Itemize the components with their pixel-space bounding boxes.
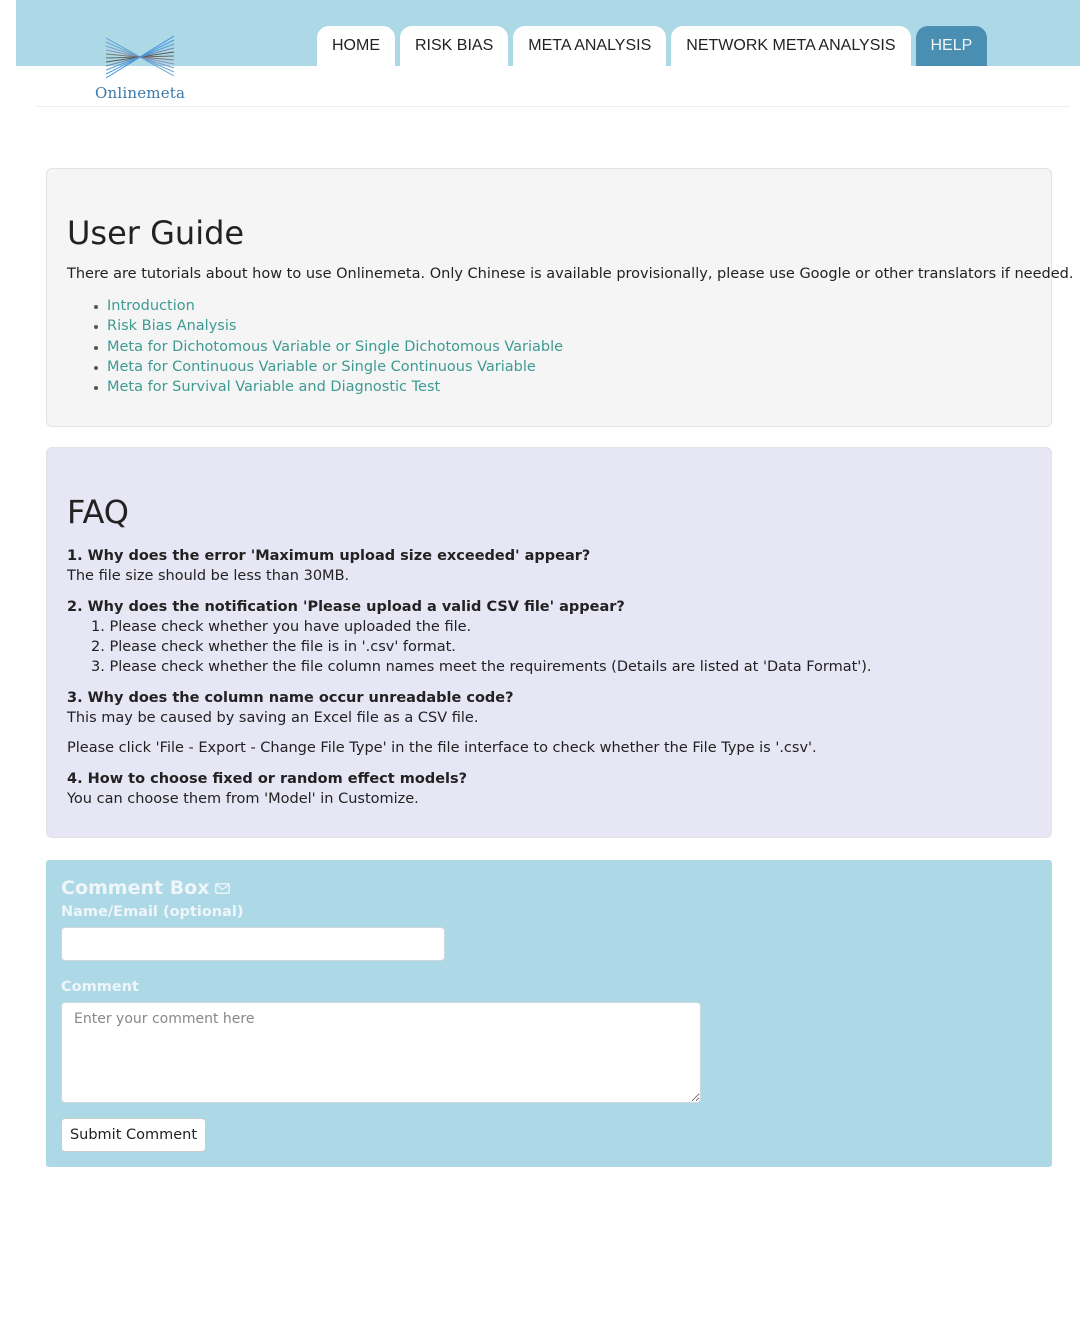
logo-icon [104,32,180,80]
link-survival-diagnostic[interactable]: Meta for Survival Variable and Diagnostic Test [107,377,563,397]
tab-home[interactable]: HOME [317,26,395,66]
user-guide-panel [46,168,1074,427]
faq-answer: Please click 'File - Export - Change File Type' in the file interface to check whether the File Type is '.csv'. [67,740,817,757]
faq-answer-item: 1. Please check whether you have uploaded the file. [91,618,472,635]
tab-help[interactable]: HELP [916,26,988,66]
comment-box-title [61,877,230,899]
link-risk-bias-analysis[interactable]: Risk Bias Analysis [107,316,563,336]
faq-answer: You can choose them from 'Model' in Customize. [67,790,419,807]
faq-answer-list [67,617,1027,678]
main-nav [317,26,992,66]
faq-question: 4. How to choose fixed or random effect models? [67,770,468,787]
link-continuous-variable[interactable]: Meta for Continuous Variable or Single Continuous Variable [107,357,563,377]
submit-comment-button[interactable]: Submit Comment [61,1118,206,1152]
tab-network-meta-analysis[interactable]: NETWORK META ANALYSIS [671,26,910,66]
comment-label: Comment [61,979,139,995]
faq-answer: This may be caused by saving an Excel file as a CSV file. [67,709,479,726]
link-dichotomous-variable[interactable]: Meta for Dichotomous Variable or Single Dichotomous Variable [107,337,563,357]
header-divider [36,106,1070,107]
name-email-input[interactable] [61,927,445,961]
logo-text: Onlinemeta [95,84,186,102]
user-guide-title: User Guide [67,214,245,252]
faq-question: 3. Why does the column name occur unreadable code? [67,689,514,706]
faq-answer-item: 2. Please check whether the file is in '.csv' format. [91,638,456,655]
link-introduction[interactable]: Introduction [107,296,563,316]
faq-answer-item: 3. Please check whether the file column names meet the requirements (Details are listed at 'Data Format'). [91,659,872,676]
tab-meta-analysis[interactable]: META ANALYSIS [513,26,666,66]
envelope-icon [215,883,230,894]
faq-panel [46,447,1052,838]
tutorial-link-list [107,296,563,397]
name-email-label: Name/Email (optional) [61,904,244,920]
faq-body [67,546,1027,809]
comment-box [46,860,1052,1167]
comment-textarea[interactable] [61,1002,701,1103]
faq-question: 2. Why does the notification 'Please upload a valid CSV file' appear? [67,598,625,615]
tab-risk-bias[interactable]: RISK BIAS [400,26,508,66]
faq-answer: The file size should be less than 30MB. [67,568,350,584]
user-guide-intro: There are tutorials about how to use Onlinemeta. Only Chinese is available provisionally, please use Google or other translators if needed. [67,266,1074,282]
faq-title: FAQ [67,493,129,531]
comment-box-title-text: Comment Box [61,877,210,899]
faq-question: 1. Why does the error 'Maximum upload size exceeded' appear? [67,548,591,564]
logo[interactable] [92,32,192,106]
